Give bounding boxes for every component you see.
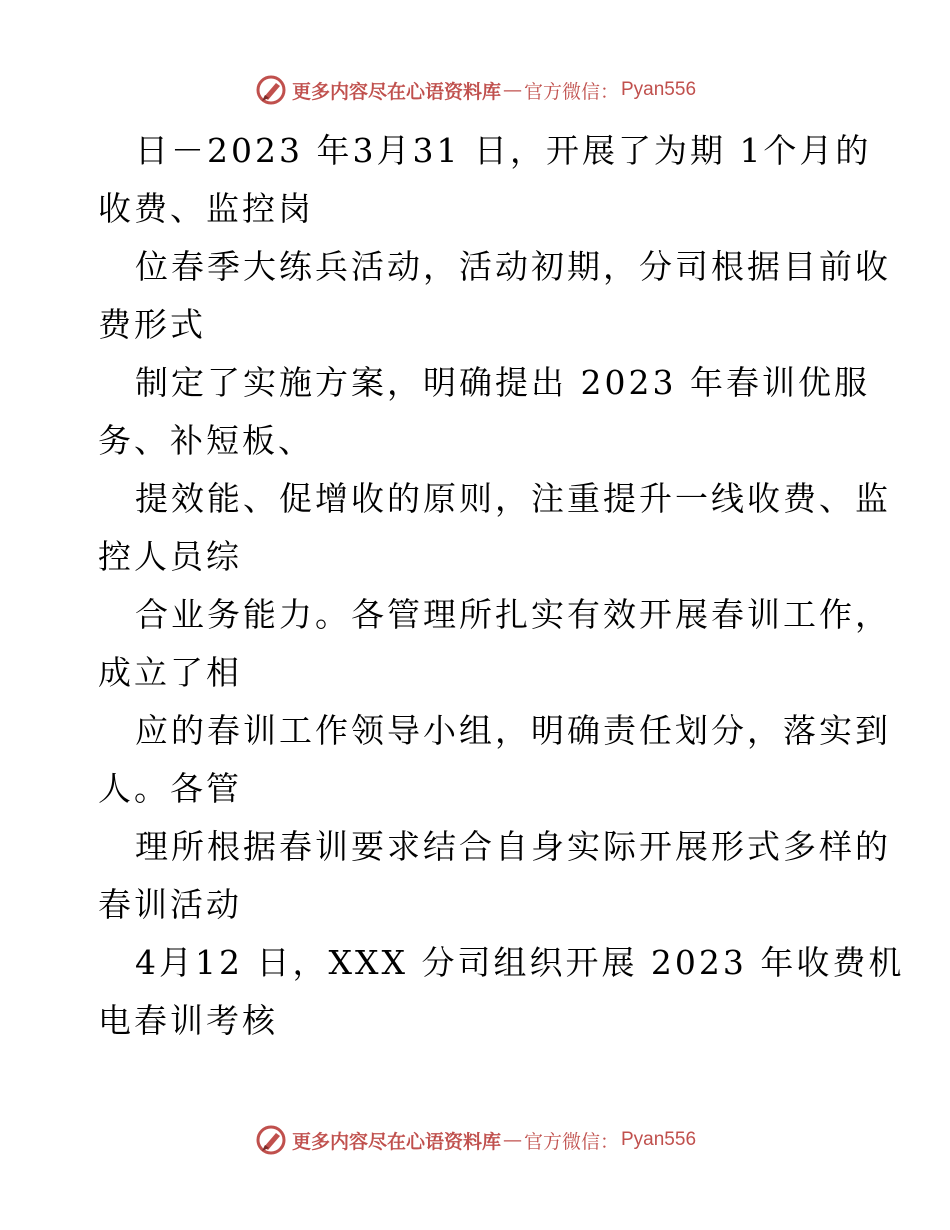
document-body (98, 122, 905, 1050)
watermark-main-text: 更多内容尽在心语资料库 (291, 80, 501, 103)
text-line: 费形式 (98, 305, 206, 344)
text-line: 务、补短板、 (98, 421, 314, 460)
text-line: 春训活动 (98, 885, 242, 924)
pen-logo-icon (254, 73, 288, 107)
watermark-footer (0, 1120, 950, 1160)
watermark-main-text: 更多内容尽在心语资料库 (291, 1130, 501, 1153)
text-line: 收费、监控岗 (98, 189, 314, 228)
pen-logo-icon (254, 1123, 288, 1157)
text-line: 电春训考核 (98, 1001, 278, 1040)
watermark-wechat-id: Pyan556 (621, 1129, 697, 1150)
text-line: 成立了相 (98, 653, 242, 692)
text-line: 应的春训工作领导小组，明确责任划分，落实到 (135, 711, 891, 750)
text-line: 日－2023 年3月31 日，开展了为期 1个月的 (135, 131, 872, 170)
text-line: 理所根据春训要求结合自身实际开展形式多样的 (135, 827, 891, 866)
text-line: 人。各管 (98, 769, 242, 808)
watermark-header (0, 70, 950, 110)
watermark-wechat-id: Pyan556 (621, 79, 697, 100)
text-line: 制定了实施方案，明确提出 2023 年春训优服 (135, 363, 870, 402)
text-line: 合业务能力。各管理所扎实有效开展春训工作， (135, 595, 891, 634)
text-line: 控人员综 (98, 537, 242, 576)
watermark-wechat-label: 官方微信： (523, 1130, 619, 1153)
text-line: 位春季大练兵活动，活动初期，分司根据目前收 (135, 247, 891, 286)
watermark-wechat-label: 官方微信： (523, 80, 619, 103)
text-line: 提效能、促增收的原则，注重提升一线收费、监 (135, 479, 891, 518)
watermark-dash: — (502, 1129, 522, 1151)
watermark-dash: — (502, 79, 522, 101)
text-line: 4月12 日，XXX 分司组织开展 2023 年收费机 (135, 943, 905, 982)
